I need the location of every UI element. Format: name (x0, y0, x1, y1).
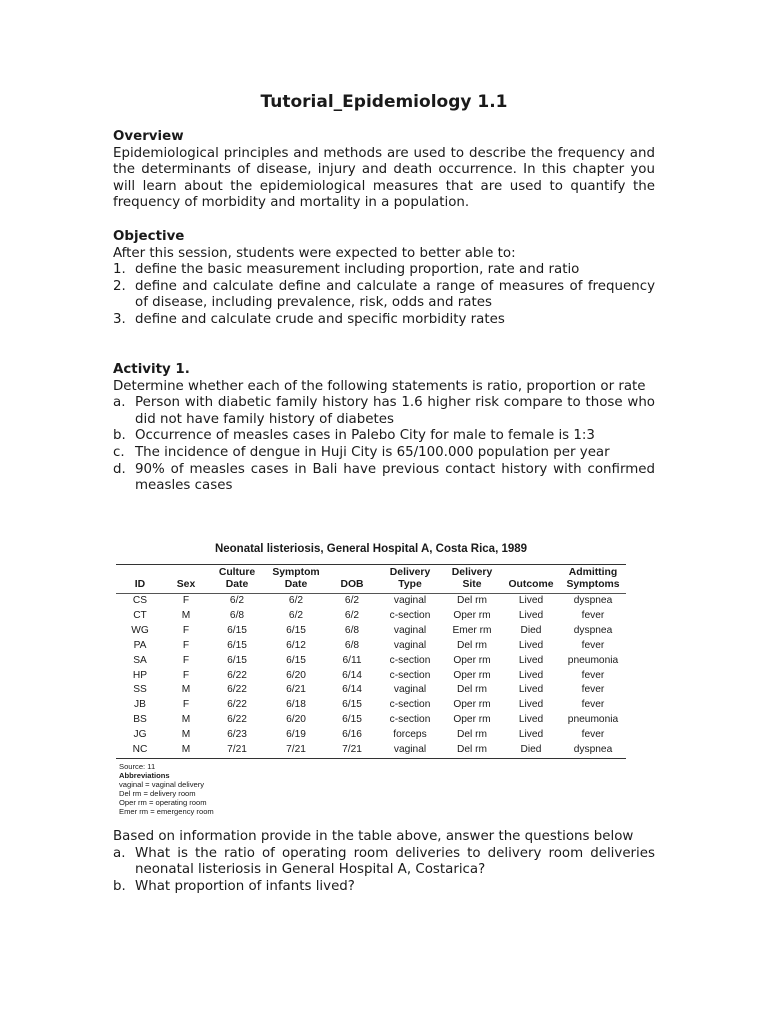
table-cell: 6/11 (342, 654, 362, 666)
table-cell: Oper rm (453, 699, 491, 711)
objective-item (113, 262, 655, 279)
objective-item-text: define and calculate define and calculate a range of measures of frequency of disease, including prevalence, risk, odds and rates (135, 278, 655, 311)
objective-item-text: define the basic measurement including proportion, rate and ratio (135, 262, 580, 278)
table-cell: pneumonia (567, 714, 619, 726)
table-cell: c-section (389, 699, 431, 711)
table-row (116, 624, 626, 639)
table-cell: 6/2 (344, 609, 360, 621)
table-cell: M (181, 684, 191, 696)
table-cell: c-section (389, 669, 431, 681)
table-row (116, 683, 626, 698)
table-cell: 6/2 (344, 595, 360, 606)
table-cell: Del rm (457, 684, 487, 696)
table-cell: Lived (518, 729, 544, 741)
column-header: Admitting Symptoms (560, 565, 626, 594)
table-cell: Lived (518, 669, 544, 681)
table-header-row (116, 565, 626, 594)
table-cell: 6/14 (342, 669, 362, 681)
column-header: Symptom Date (266, 565, 326, 594)
table-cell: 6/14 (342, 684, 362, 696)
list-marker: d. (113, 461, 126, 477)
list-marker: 2. (113, 278, 126, 294)
table-cell: 6/2 (288, 609, 304, 621)
table-cell: Oper rm (453, 654, 491, 666)
table-row (116, 743, 626, 758)
table-body (116, 594, 626, 759)
table-cell: 6/8 (344, 639, 360, 651)
table-cell: CT (133, 609, 147, 621)
table-cell: fever (581, 684, 605, 696)
list-marker: 3. (113, 311, 126, 327)
table-cell: F (182, 669, 190, 681)
abbreviations-heading: Abbreviations (119, 770, 170, 780)
list-marker: c. (113, 444, 125, 460)
table-cell: Emer rm (452, 624, 492, 636)
table-cell: 6/8 (229, 609, 245, 621)
table-row (116, 713, 626, 728)
table-cell: 6/15 (286, 654, 306, 666)
activity-item-text: Occurrence of measles cases in Palebo City for male to female is 1:3 (135, 428, 595, 444)
table-cell: F (182, 595, 190, 606)
table-cell: F (182, 699, 190, 711)
question-item-text: What proportion of infants lived? (135, 878, 355, 894)
column-header: DOB (326, 565, 378, 594)
table-cell: 6/16 (342, 729, 362, 741)
table-row (116, 639, 626, 654)
table-cell: 6/15 (286, 624, 306, 636)
table-cell: 7/21 (342, 744, 362, 756)
activity-heading: Activity 1. (113, 362, 190, 377)
table-cell: 6/2 (229, 595, 245, 606)
table-row (116, 728, 626, 743)
table-cell: Died (520, 744, 542, 756)
questions-intro: Based on information provide in the table above, answer the questions below (113, 829, 634, 844)
question-item-text: What is the ratio of operating room deliveries to delivery room deliveries neonatal listeriosis in General Hospital A, Costarica? (135, 845, 655, 878)
table-cell: Del rm (457, 729, 487, 741)
table-cell: 6/12 (286, 639, 306, 651)
column-header: Culture Date (208, 565, 266, 594)
table-cell: Lived (518, 639, 544, 651)
table-cell: Died (520, 624, 542, 636)
table-cell: HP (132, 669, 148, 681)
abbreviation-item: vaginal = vaginal delivery (119, 779, 205, 789)
activity-intro: Determine whether each of the following statements is ratio, proportion or rate (113, 378, 646, 394)
column-header: Delivery Type (378, 565, 442, 594)
table-cell: pneumonia (567, 654, 619, 666)
table-cell: 6/15 (227, 624, 247, 636)
table-cell: M (181, 744, 191, 756)
activity-item-text: Person with diabetic family history has 1.6 higher risk compare to those who did not have family history of diabetes (135, 395, 655, 427)
question-item (113, 846, 655, 879)
table-cell: F (182, 654, 190, 666)
table-cell: fever (581, 669, 605, 681)
objective-intro: After this session, students were expected to better able to: (113, 245, 516, 261)
table-cell: 6/15 (227, 639, 247, 651)
table-row (116, 609, 626, 624)
table-cell: Lived (518, 684, 544, 696)
table-cell: 6/2 (288, 595, 304, 606)
table-cell: JG (133, 729, 147, 741)
abbreviation-item: Emer rm = emergency room (119, 806, 214, 816)
objective-section (113, 229, 655, 329)
table-cell: M (181, 714, 191, 726)
activity-item-text: 90% of measles cases in Bali have previous contact history with confirmed measles cases (135, 461, 655, 494)
table-cell: c-section (389, 654, 431, 666)
table-row (116, 654, 626, 669)
table-cell: SA (133, 654, 147, 666)
table-cell: fever (581, 699, 605, 711)
objective-item (113, 279, 655, 312)
objective-item (113, 312, 655, 329)
table-cell: Del rm (457, 744, 487, 756)
table-cell: 6/20 (286, 669, 306, 681)
table-cell: fever (581, 639, 605, 651)
list-marker: b. (113, 878, 126, 894)
column-header: Delivery Site (442, 565, 502, 594)
table-cell: dyspnea (573, 744, 613, 756)
table-cell: Lived (518, 714, 544, 726)
table-cell: forceps (393, 729, 427, 741)
table-cell: Oper rm (453, 609, 491, 621)
table-cell: 6/8 (344, 624, 360, 636)
table-cell: 7/21 (286, 744, 306, 756)
table-cell: M (181, 729, 191, 741)
table-cell: Lived (518, 699, 544, 711)
table-cell: 6/22 (227, 684, 247, 696)
table-row (116, 594, 626, 609)
table-cell: Lived (518, 654, 544, 666)
activity-section (113, 362, 655, 495)
table-row (116, 698, 626, 713)
listeriosis-table (116, 564, 626, 759)
table-cell: 6/18 (286, 699, 306, 711)
question-item (113, 879, 655, 896)
table-cell: BS (133, 714, 147, 726)
table-cell: Lived (518, 595, 544, 606)
table-cell: SS (133, 684, 147, 696)
table-cell: 7/21 (227, 744, 247, 756)
table-caption: Neonatal listeriosis, General Hospital A, Costa Rica, 1989 (214, 543, 528, 555)
activity-item (113, 428, 655, 445)
table-cell: c-section (389, 714, 431, 726)
activity-item (113, 445, 655, 462)
table-cell: fever (581, 729, 605, 741)
table-cell: vaginal (393, 639, 427, 651)
activity-item (113, 395, 655, 428)
table-cell: 6/23 (227, 729, 247, 741)
objective-heading: Objective (113, 229, 185, 244)
table-cell: vaginal (393, 624, 427, 636)
overview-section (113, 129, 655, 212)
table-cell: dyspnea (573, 595, 613, 606)
overview-text: Epidemiological principles and methods are used to describe the frequency and the determinants of disease, injury and death occurrence. In this chapter you will learn about the epidemiological measures that are used to quantify the frequency of morbidity and mortality in a population. (113, 145, 655, 211)
table-cell: Del rm (457, 639, 487, 651)
listeriosis-table-figure (116, 543, 626, 816)
table-cell: F (182, 639, 190, 651)
column-header: ID (116, 565, 164, 594)
abbreviation-item: Oper rm = operating room (119, 797, 207, 807)
table-cell: vaginal (393, 684, 427, 696)
table-cell: 6/21 (286, 684, 306, 696)
table-cell: 6/15 (227, 654, 247, 666)
activity-item (113, 462, 655, 495)
abbreviation-item: Del rm = delivery room (119, 788, 196, 798)
table-cell: 6/20 (286, 714, 306, 726)
overview-heading: Overview (113, 129, 184, 144)
table-cell: 6/15 (342, 699, 362, 711)
table-cell: 6/22 (227, 714, 247, 726)
table-cell: 6/15 (342, 714, 362, 726)
table-row (116, 669, 626, 684)
table-cell: Del rm (457, 595, 487, 606)
table-cell: F (182, 624, 190, 636)
table-cell: CS (132, 595, 148, 606)
table-cell: dyspnea (573, 624, 613, 636)
table-cell: Oper rm (453, 669, 491, 681)
document-title: Tutorial_Epidemiology 1.1 (260, 92, 508, 112)
list-marker: a. (113, 395, 126, 411)
table-cell: fever (581, 609, 605, 621)
column-header: Sex (164, 565, 208, 594)
table-cell: WG (131, 624, 149, 636)
list-marker: b. (113, 428, 126, 444)
table-cell: Lived (518, 609, 544, 621)
table-cell: Oper rm (453, 714, 491, 726)
table-cell: 6/19 (286, 729, 306, 741)
table-notes (116, 762, 626, 816)
table-cell: 6/22 (227, 699, 247, 711)
table-cell: c-section (389, 609, 431, 621)
questions-section (113, 829, 655, 895)
column-header: Outcome (502, 565, 560, 594)
list-marker: a. (113, 845, 126, 861)
table-cell: 6/22 (227, 669, 247, 681)
table-cell: JB (134, 699, 146, 711)
table-cell: M (181, 609, 191, 621)
table-cell: NC (132, 744, 148, 756)
table-cell: vaginal (393, 595, 427, 606)
table-cell: vaginal (393, 744, 427, 756)
table-source: Source: 11 (119, 761, 156, 771)
list-marker: 1. (113, 262, 126, 278)
objective-item-text: define and calculate crude and specific morbidity rates (135, 311, 505, 327)
table-cell: PA (133, 639, 147, 651)
activity-item-text: The incidence of dengue in Huji City is 65/100.000 population per year (135, 444, 610, 460)
